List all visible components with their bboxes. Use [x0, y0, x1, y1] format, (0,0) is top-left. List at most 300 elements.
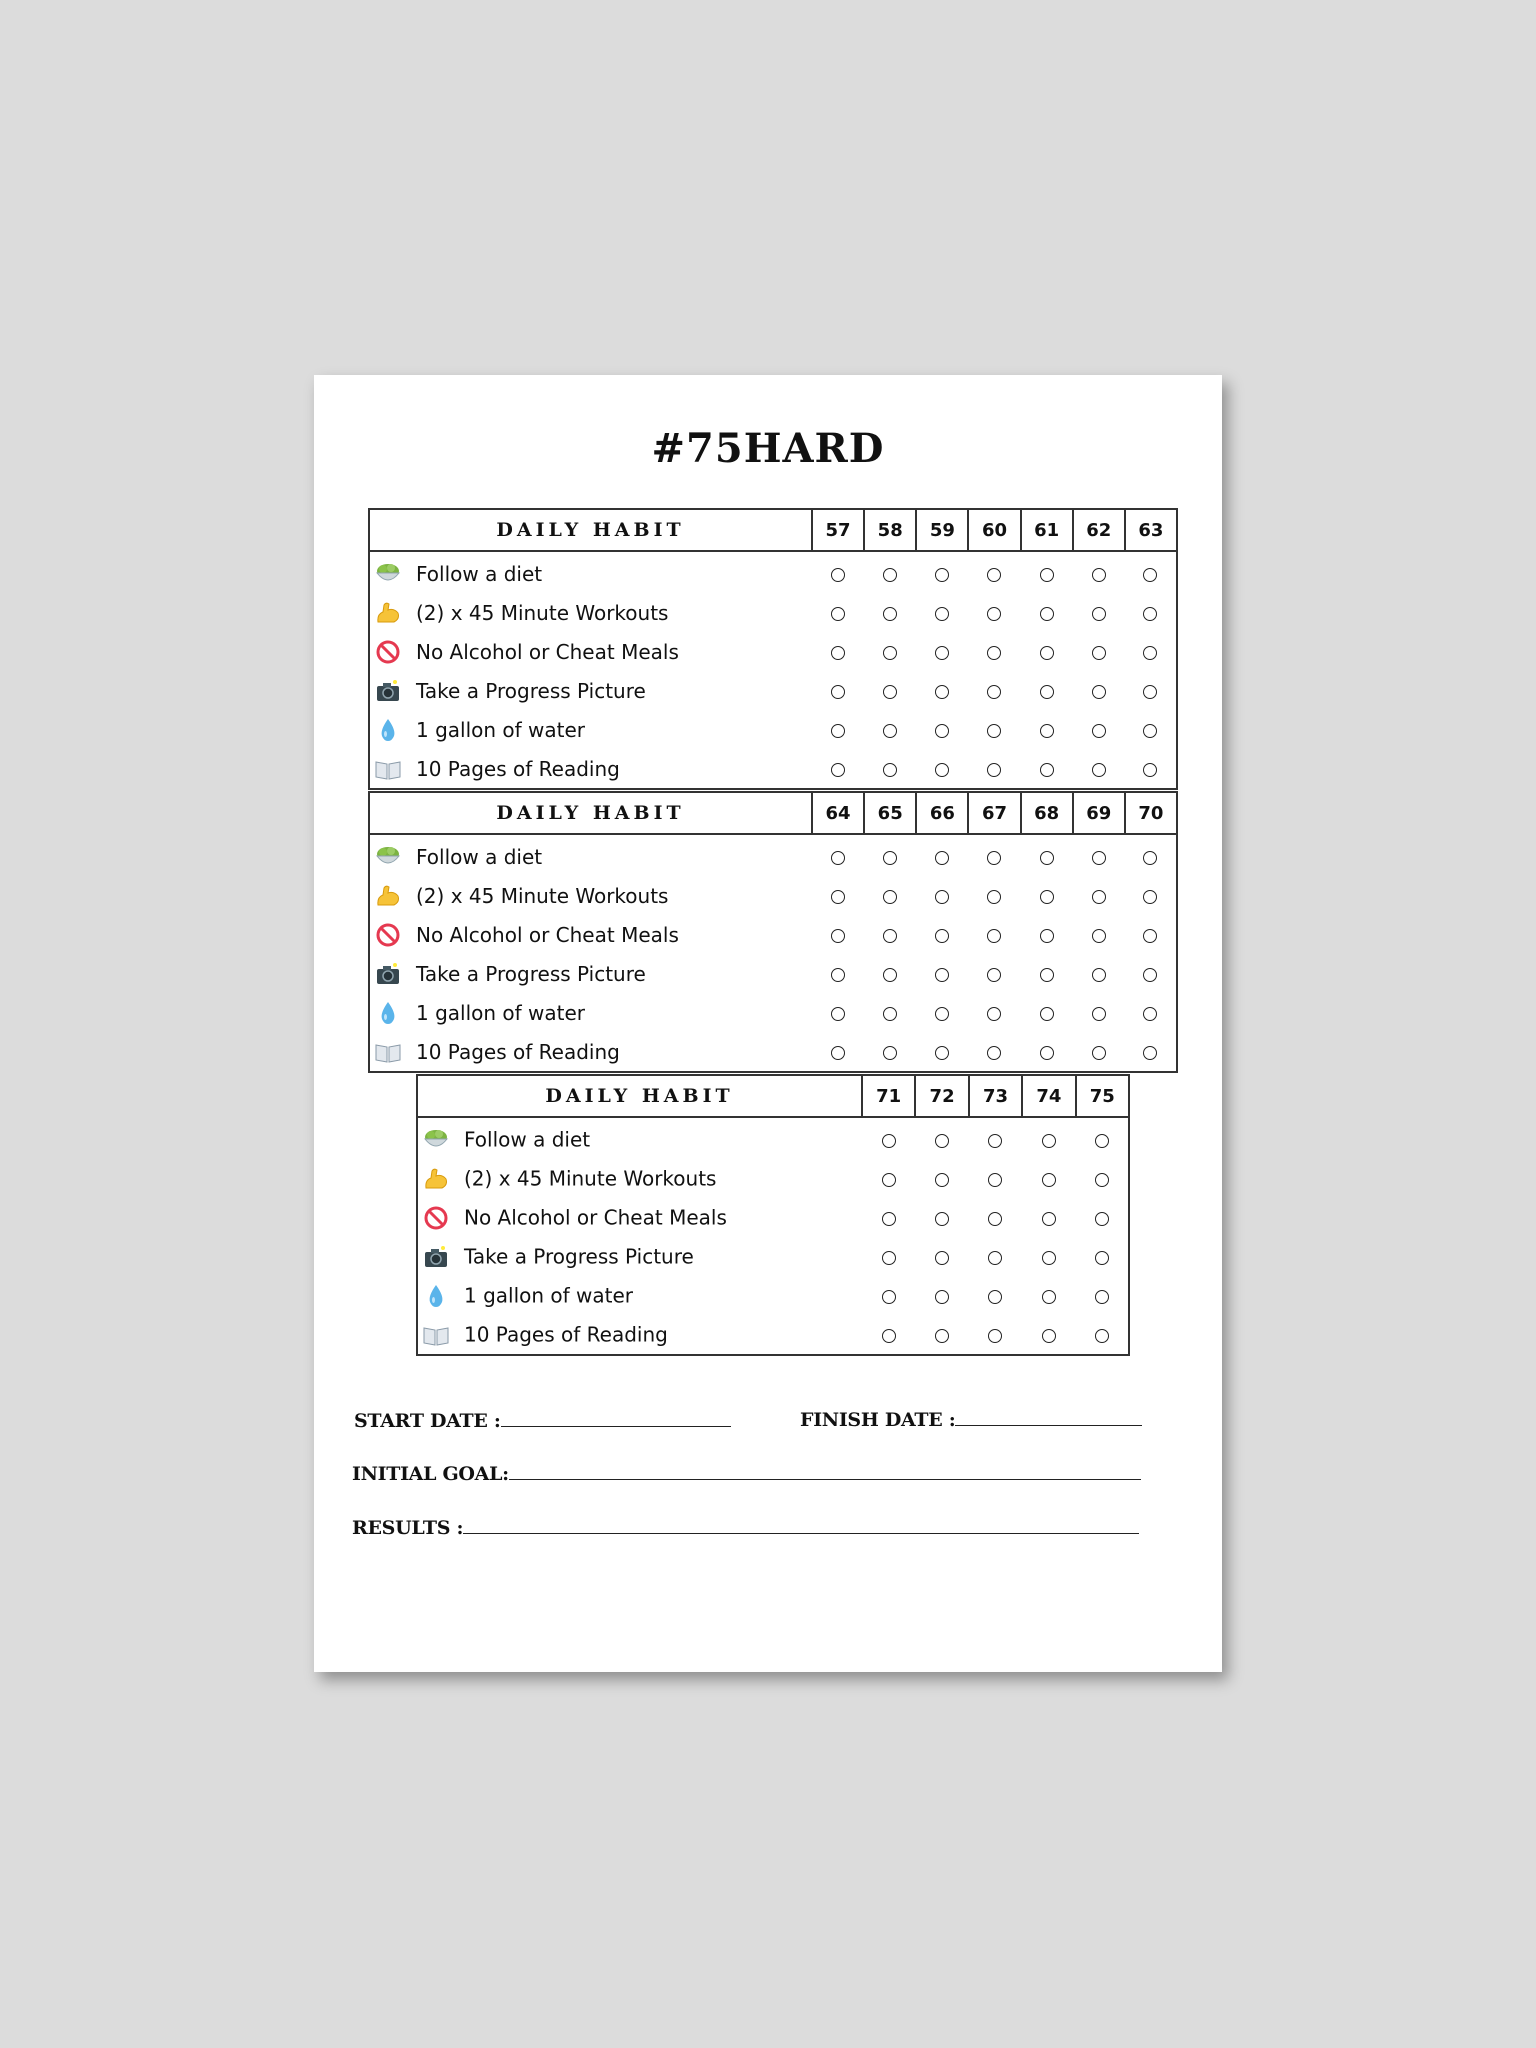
habit-checkbox[interactable] [883, 646, 897, 660]
checkbox-cell [916, 593, 968, 632]
day-number-header: 75 [1076, 1075, 1129, 1117]
habit-checkbox[interactable] [1095, 1251, 1109, 1265]
checkbox-cell [915, 1198, 968, 1237]
habit-checkbox[interactable] [1095, 1173, 1109, 1187]
habit-label-cell [369, 1032, 812, 1072]
habit-table-days-71-75 [416, 1074, 1130, 1356]
checkbox-cell [916, 1032, 968, 1072]
habit-checkbox[interactable] [935, 851, 949, 865]
habit-label: 10 Pages of Reading [416, 1039, 620, 1064]
habit-checkbox[interactable] [1092, 685, 1106, 699]
habit-checkbox[interactable] [987, 890, 1001, 904]
habit-checkbox[interactable] [1040, 724, 1054, 738]
habit-checkbox[interactable] [1092, 1046, 1106, 1060]
checkbox-cell [812, 954, 864, 993]
habit-checkbox[interactable] [883, 607, 897, 621]
habit-checkbox[interactable] [1143, 763, 1157, 777]
checkbox-cell [864, 632, 916, 671]
checkbox-cell [1076, 1276, 1129, 1315]
checkbox-cell [916, 954, 968, 993]
checkbox-cell [864, 593, 916, 632]
habit-checkbox[interactable] [935, 724, 949, 738]
habit-checkbox[interactable] [831, 851, 845, 865]
checkbox-cell [916, 915, 968, 954]
start-date-label: START DATE : [354, 1410, 501, 1432]
habit-checkbox[interactable] [883, 1046, 897, 1060]
checkbox-cell [1021, 1032, 1073, 1072]
habit-checkbox[interactable] [1040, 568, 1054, 582]
day-number-header: 62 [1073, 509, 1125, 551]
habit-row [417, 1198, 1129, 1237]
habit-checkbox[interactable] [935, 568, 949, 582]
checkbox-cell [1021, 834, 1073, 876]
habit-checkbox[interactable] [1092, 968, 1106, 982]
checkbox-cell [1073, 915, 1125, 954]
day-number-header: 65 [864, 792, 916, 834]
habit-checkbox[interactable] [1092, 851, 1106, 865]
checkbox-cell [862, 1159, 915, 1198]
checkbox-cell [1022, 1276, 1075, 1315]
water-drop-icon [422, 1283, 450, 1309]
initial-goal-label: INITIAL GOAL: [352, 1463, 509, 1485]
checkbox-cell [1073, 749, 1125, 789]
checkbox-cell [1021, 671, 1073, 710]
salad-bowl-icon [374, 844, 402, 870]
checkbox-cell [864, 671, 916, 710]
habit-checkbox[interactable] [831, 1046, 845, 1060]
habit-checkbox[interactable] [1095, 1329, 1109, 1343]
habit-label: Follow a diet [464, 1127, 591, 1152]
habit-checkbox[interactable] [1042, 1212, 1056, 1226]
habit-checkbox[interactable] [1042, 1329, 1056, 1343]
habit-label-cell [417, 1237, 862, 1276]
results-field [352, 1517, 1139, 1539]
habit-checkbox[interactable] [1143, 1007, 1157, 1021]
checkbox-cell [1073, 671, 1125, 710]
checkbox-cell [862, 1237, 915, 1276]
checkbox-cell [1021, 551, 1073, 593]
checkbox-cell [1073, 632, 1125, 671]
daily-habit-header: DAILY HABIT [369, 792, 812, 834]
checkbox-cell [915, 1237, 968, 1276]
checkbox-cell [1125, 632, 1177, 671]
prohibited-icon [422, 1205, 450, 1231]
habit-checkbox[interactable] [883, 1007, 897, 1021]
habit-label: 1 gallon of water [464, 1283, 634, 1308]
habit-checkbox[interactable] [935, 968, 949, 982]
habit-checkbox[interactable] [935, 1046, 949, 1060]
habit-checkbox[interactable] [1143, 890, 1157, 904]
checkbox-cell [916, 993, 968, 1032]
habit-checkbox[interactable] [1095, 1134, 1109, 1148]
checkbox-cell [1076, 1237, 1129, 1276]
habit-row [417, 1117, 1129, 1159]
checkbox-cell [812, 834, 864, 876]
habit-label: 1 gallon of water [416, 1000, 586, 1025]
habit-checkbox[interactable] [1040, 1007, 1054, 1021]
habit-checkbox[interactable] [1143, 968, 1157, 982]
habit-checkbox[interactable] [1092, 890, 1106, 904]
day-number-header: 58 [864, 509, 916, 551]
checkbox-cell [916, 632, 968, 671]
flexed-bicep-icon [374, 883, 402, 909]
habit-checkbox[interactable] [935, 1007, 949, 1021]
habit-checkbox[interactable] [1143, 724, 1157, 738]
habit-row [369, 876, 1177, 915]
habit-row [369, 749, 1177, 789]
habit-row [369, 671, 1177, 710]
habit-checkbox[interactable] [1095, 1290, 1109, 1304]
finish-date-line[interactable] [955, 1411, 1142, 1426]
checkbox-cell [1022, 1117, 1075, 1159]
salad-bowl-icon [422, 1127, 450, 1153]
initial-goal-line[interactable] [509, 1465, 1141, 1480]
tracker-page [314, 375, 1222, 1672]
habit-label-cell [417, 1276, 862, 1315]
habit-checkbox[interactable] [987, 1007, 1001, 1021]
habit-checkbox[interactable] [883, 929, 897, 943]
flexed-bicep-icon [374, 600, 402, 626]
habit-checkbox[interactable] [988, 1329, 1002, 1343]
checkbox-cell [812, 593, 864, 632]
start-date-field [354, 1410, 731, 1432]
habit-checkbox[interactable] [935, 1173, 949, 1187]
habit-checkbox[interactable] [883, 724, 897, 738]
habit-checkbox[interactable] [882, 1329, 896, 1343]
checkbox-cell [968, 593, 1020, 632]
habit-label: (2) x 45 Minute Workouts [464, 1166, 717, 1191]
camera-icon [422, 1244, 450, 1270]
habit-label: 10 Pages of Reading [464, 1322, 668, 1347]
habit-checkbox[interactable] [988, 1290, 1002, 1304]
checkbox-cell [1021, 593, 1073, 632]
habit-checkbox[interactable] [1143, 646, 1157, 660]
habit-checkbox[interactable] [1040, 1046, 1054, 1060]
checkbox-cell [916, 876, 968, 915]
checkbox-cell [1125, 1032, 1177, 1072]
checkbox-cell [1125, 834, 1177, 876]
day-number-header: 59 [916, 509, 968, 551]
habit-checkbox[interactable] [1092, 646, 1106, 660]
checkbox-cell [968, 551, 1020, 593]
checkbox-cell [1125, 551, 1177, 593]
checkbox-cell [812, 1032, 864, 1072]
open-book-icon [422, 1322, 450, 1348]
checkbox-cell [1073, 551, 1125, 593]
habit-checkbox[interactable] [935, 763, 949, 777]
habit-checkbox[interactable] [882, 1212, 896, 1226]
habit-checkbox[interactable] [1092, 607, 1106, 621]
habit-checkbox[interactable] [882, 1251, 896, 1265]
checkbox-cell [1125, 749, 1177, 789]
habit-row [369, 834, 1177, 876]
checkbox-cell [1073, 1032, 1125, 1072]
habit-checkbox[interactable] [831, 607, 845, 621]
water-drop-icon [374, 1000, 402, 1026]
checkbox-cell [1076, 1315, 1129, 1355]
habit-checkbox[interactable] [1092, 724, 1106, 738]
checkbox-cell [915, 1315, 968, 1355]
day-number-header: 69 [1073, 792, 1125, 834]
checkbox-cell [812, 710, 864, 749]
day-number-header: 57 [812, 509, 864, 551]
habit-checkbox[interactable] [831, 685, 845, 699]
checkbox-cell [968, 993, 1020, 1032]
day-number-header: 60 [968, 509, 1020, 551]
habit-label-cell [369, 551, 812, 593]
habit-checkbox[interactable] [1143, 685, 1157, 699]
checkbox-cell [1125, 593, 1177, 632]
habit-checkbox[interactable] [987, 724, 1001, 738]
checkbox-cell [1125, 876, 1177, 915]
habit-checkbox[interactable] [1095, 1212, 1109, 1226]
habit-row [369, 593, 1177, 632]
checkbox-cell [915, 1159, 968, 1198]
habit-label-cell [369, 993, 812, 1032]
habit-checkbox[interactable] [1042, 1134, 1056, 1148]
salad-bowl-icon [374, 561, 402, 587]
habit-checkbox[interactable] [987, 929, 1001, 943]
habit-label-cell [369, 593, 812, 632]
checkbox-cell [1073, 710, 1125, 749]
checkbox-cell [864, 551, 916, 593]
habit-label-cell [369, 915, 812, 954]
habit-checkbox[interactable] [1042, 1251, 1056, 1265]
habit-checkbox[interactable] [1040, 607, 1054, 621]
flexed-bicep-icon [422, 1166, 450, 1192]
habit-row [369, 551, 1177, 593]
habit-row [369, 710, 1177, 749]
checkbox-cell [1022, 1159, 1075, 1198]
habit-row [417, 1159, 1129, 1198]
habit-checkbox[interactable] [987, 568, 1001, 582]
habit-checkbox[interactable] [987, 607, 1001, 621]
habit-checkbox[interactable] [935, 1329, 949, 1343]
day-number-header: 74 [1022, 1075, 1075, 1117]
checkbox-cell [969, 1237, 1022, 1276]
habit-checkbox[interactable] [831, 1007, 845, 1021]
checkbox-cell [1021, 954, 1073, 993]
checkbox-cell [968, 749, 1020, 789]
habit-checkbox[interactable] [1040, 685, 1054, 699]
habit-checkbox[interactable] [831, 890, 845, 904]
habit-label-cell [369, 710, 812, 749]
finish-date-label: FINISH DATE : [800, 1409, 956, 1431]
habit-checkbox[interactable] [1143, 607, 1157, 621]
initial-goal-field [352, 1463, 1141, 1485]
habit-checkbox[interactable] [1042, 1290, 1056, 1304]
checkbox-cell [1076, 1117, 1129, 1159]
habit-checkbox[interactable] [987, 646, 1001, 660]
habit-checkbox[interactable] [988, 1251, 1002, 1265]
checkbox-cell [1073, 834, 1125, 876]
prohibited-icon [374, 922, 402, 948]
checkbox-cell [915, 1117, 968, 1159]
habit-label: (2) x 45 Minute Workouts [416, 883, 669, 908]
habit-row [369, 1032, 1177, 1072]
habit-checkbox[interactable] [883, 763, 897, 777]
checkbox-cell [1073, 954, 1125, 993]
habit-checkbox[interactable] [935, 646, 949, 660]
day-number-header: 64 [812, 792, 864, 834]
habit-checkbox[interactable] [1040, 646, 1054, 660]
checkbox-cell [916, 749, 968, 789]
checkbox-cell [1022, 1198, 1075, 1237]
habit-checkbox[interactable] [831, 568, 845, 582]
checkbox-cell [1021, 632, 1073, 671]
habit-checkbox[interactable] [883, 685, 897, 699]
results-line[interactable] [463, 1519, 1139, 1534]
checkbox-cell [968, 876, 1020, 915]
habit-label: No Alcohol or Cheat Meals [416, 639, 679, 664]
checkbox-cell [968, 710, 1020, 749]
habit-checkbox[interactable] [1040, 968, 1054, 982]
habit-checkbox[interactable] [988, 1173, 1002, 1187]
checkbox-cell [864, 993, 916, 1032]
habit-label: 10 Pages of Reading [416, 756, 620, 781]
habit-checkbox[interactable] [1040, 851, 1054, 865]
habit-table-days-57-63 [368, 508, 1178, 790]
checkbox-cell [916, 834, 968, 876]
checkbox-cell [1021, 710, 1073, 749]
day-number-header: 71 [862, 1075, 915, 1117]
habit-label-cell [369, 671, 812, 710]
habit-checkbox[interactable] [882, 1290, 896, 1304]
finish-date-field [800, 1409, 1142, 1431]
habit-checkbox[interactable] [1143, 1046, 1157, 1060]
habit-checkbox[interactable] [882, 1173, 896, 1187]
habit-label: No Alcohol or Cheat Meals [464, 1205, 727, 1230]
habit-label: Follow a diet [416, 844, 543, 869]
habit-checkbox[interactable] [935, 685, 949, 699]
checkbox-cell [1125, 993, 1177, 1032]
habit-label-cell [417, 1198, 862, 1237]
checkbox-cell [915, 1276, 968, 1315]
daily-habit-header: DAILY HABIT [417, 1075, 862, 1117]
day-number-header: 67 [968, 792, 1020, 834]
habit-checkbox[interactable] [1042, 1173, 1056, 1187]
habit-checkbox[interactable] [1143, 568, 1157, 582]
checkbox-cell [864, 915, 916, 954]
habit-checkbox[interactable] [935, 890, 949, 904]
checkbox-cell [969, 1315, 1022, 1355]
checkbox-cell [1125, 915, 1177, 954]
habit-label-cell [417, 1159, 862, 1198]
camera-icon [374, 678, 402, 704]
checkbox-cell [969, 1198, 1022, 1237]
habit-checkbox[interactable] [1092, 929, 1106, 943]
habit-row [417, 1276, 1129, 1315]
checkbox-cell [1125, 710, 1177, 749]
checkbox-cell [969, 1276, 1022, 1315]
habit-table-days-64-70 [368, 791, 1178, 1073]
checkbox-cell [1021, 915, 1073, 954]
habit-checkbox[interactable] [883, 890, 897, 904]
checkbox-cell [969, 1117, 1022, 1159]
start-date-line[interactable] [501, 1412, 731, 1427]
habit-checkbox[interactable] [935, 929, 949, 943]
habit-label: No Alcohol or Cheat Meals [416, 922, 679, 947]
checkbox-cell [969, 1159, 1022, 1198]
checkbox-cell [1021, 749, 1073, 789]
habit-checkbox[interactable] [988, 1212, 1002, 1226]
habit-checkbox[interactable] [935, 1212, 949, 1226]
day-number-header: 73 [969, 1075, 1022, 1117]
habit-checkbox[interactable] [1092, 568, 1106, 582]
habit-checkbox[interactable] [883, 968, 897, 982]
checkbox-cell [968, 671, 1020, 710]
habit-checkbox[interactable] [831, 724, 845, 738]
habit-checkbox[interactable] [1040, 890, 1054, 904]
habit-label: Take a Progress Picture [416, 961, 646, 986]
day-number-header: 70 [1125, 792, 1177, 834]
checkbox-cell [1125, 954, 1177, 993]
checkbox-cell [1022, 1237, 1075, 1276]
habit-checkbox[interactable] [987, 763, 1001, 777]
habit-checkbox[interactable] [1092, 1007, 1106, 1021]
habit-checkbox[interactable] [935, 1134, 949, 1148]
checkbox-cell [862, 1276, 915, 1315]
habit-checkbox[interactable] [987, 968, 1001, 982]
checkbox-cell [968, 632, 1020, 671]
checkbox-cell [864, 710, 916, 749]
checkbox-cell [864, 834, 916, 876]
water-drop-icon [374, 717, 402, 743]
habit-checkbox[interactable] [883, 568, 897, 582]
habit-checkbox[interactable] [882, 1134, 896, 1148]
habit-checkbox[interactable] [1040, 929, 1054, 943]
habit-checkbox[interactable] [831, 968, 845, 982]
habit-checkbox[interactable] [1143, 851, 1157, 865]
habit-checkbox[interactable] [1092, 763, 1106, 777]
habit-label-cell [369, 632, 812, 671]
habit-row [417, 1315, 1129, 1355]
habit-checkbox[interactable] [987, 685, 1001, 699]
habit-checkbox[interactable] [935, 607, 949, 621]
habit-checkbox[interactable] [988, 1134, 1002, 1148]
habit-checkbox[interactable] [935, 1290, 949, 1304]
checkbox-cell [864, 1032, 916, 1072]
habit-label-cell [417, 1117, 862, 1159]
page-title: #75HARD [651, 425, 885, 472]
habit-checkbox[interactable] [987, 1046, 1001, 1060]
checkbox-cell [812, 632, 864, 671]
habit-checkbox[interactable] [1143, 929, 1157, 943]
habit-row [417, 1237, 1129, 1276]
camera-icon [374, 961, 402, 987]
checkbox-cell [812, 876, 864, 915]
habit-checkbox[interactable] [935, 1251, 949, 1265]
habit-checkbox[interactable] [831, 929, 845, 943]
habit-checkbox[interactable] [883, 851, 897, 865]
day-number-header: 61 [1021, 509, 1073, 551]
habit-checkbox[interactable] [831, 763, 845, 777]
checkbox-cell [812, 749, 864, 789]
habit-checkbox[interactable] [831, 646, 845, 660]
checkbox-cell [1022, 1315, 1075, 1355]
habit-label-cell [369, 749, 812, 789]
habit-label-cell [369, 954, 812, 993]
checkbox-cell [968, 834, 1020, 876]
habit-label: 1 gallon of water [416, 717, 586, 742]
habit-checkbox[interactable] [987, 851, 1001, 865]
checkbox-cell [1021, 993, 1073, 1032]
open-book-icon [374, 1039, 402, 1065]
checkbox-cell [812, 993, 864, 1032]
habit-checkbox[interactable] [1040, 763, 1054, 777]
checkbox-cell [1021, 876, 1073, 915]
results-label: RESULTS : [352, 1517, 464, 1539]
